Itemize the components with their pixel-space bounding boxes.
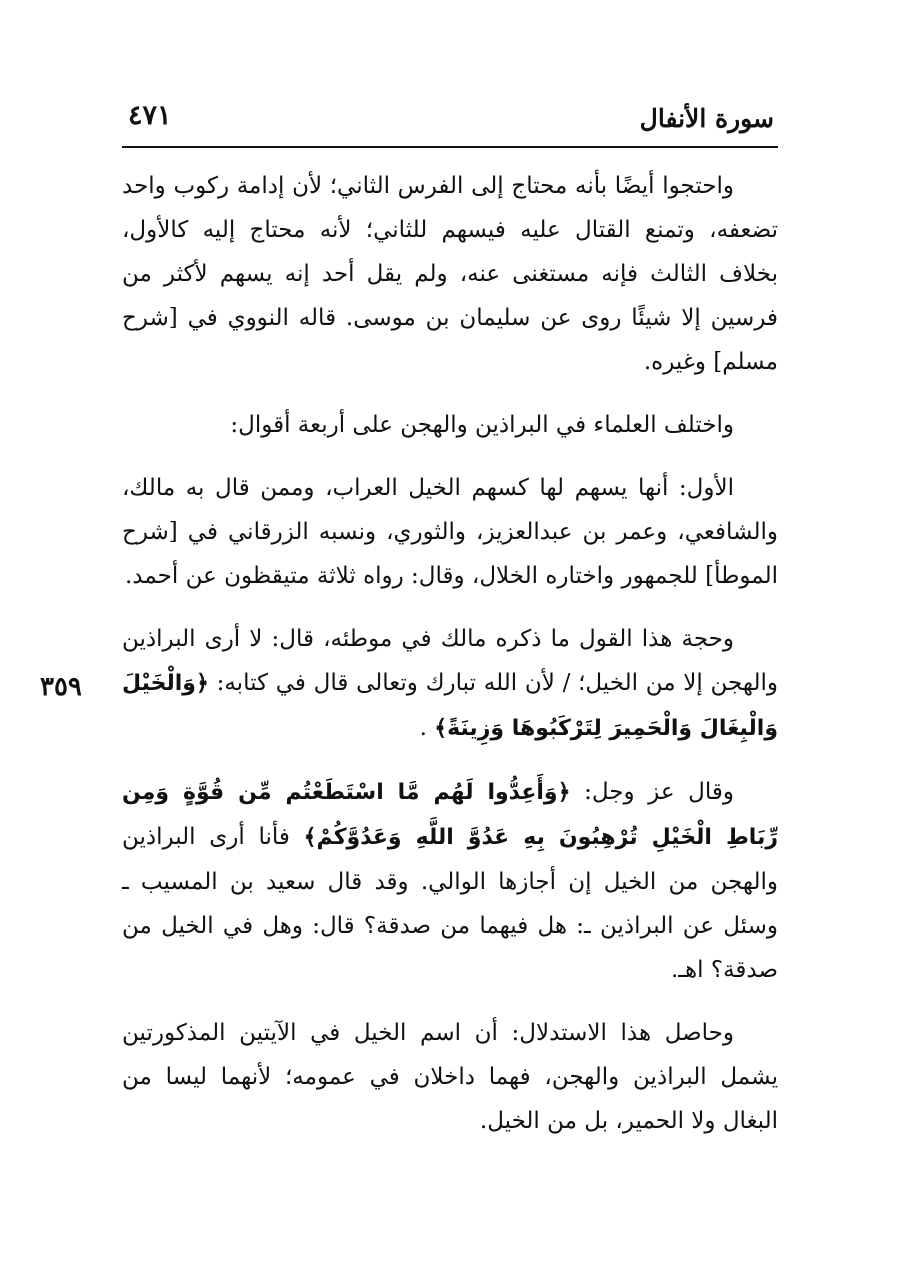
chapter-title: سورة الأنفال <box>639 104 774 133</box>
paragraph-4-text: وحجة هذا القول ما ذكره مالك في موطئه، قال: لا أرى البراذين والهجن إلا من الخيل؛ / لأن الله تبارك وتعالى قال في كتابه: <box>122 626 779 696</box>
paragraph-4 <box>122 617 778 751</box>
paragraph-5-rest: فأنا أرى البراذين والهجن من الخيل إن أجازها الوالي. وقد قال سعيد بن المسيب ـ وسئل عن البراذين ـ: هل فيهما من صدقة؟ قال: وهل في الخيل من صدقة؟ اهـ. <box>122 824 778 983</box>
paragraph-6: وحاصل هذا الاستدلال: أن اسم الخيل في الآيتين المذكورتين يشمل البراذين والهجن، فهما داخلان في عمومه؛ لأنهما ليسا من البغال ولا الحمير، بل من الخيل. <box>122 1020 778 1134</box>
quran-verse-1: ﴿وَالْخَيْلَ وَالْبِغَالَ وَالْحَمِيرَ لِتَرْكَبُوهَا وَزِينَةً﴾ <box>122 671 778 741</box>
margin-page-reference: ٣٥٩ <box>40 672 82 702</box>
paragraph-5-text: وقال عز وجل: <box>584 779 735 805</box>
paragraph-3: الأول: أنها يسهم لها كسهم الخيل العراب، وممن قال به مالك، والشافعي، وعمر بن عبدالعزيز، والثوري، ونسبه الزرقاني في [شرح الموطأ] للجمهور واختاره الخلال، وقال: رواه ثلاثة متيقظون عن أحمد. <box>122 475 778 589</box>
body-text <box>122 164 778 1162</box>
quran-verse-2: ﴿وَأَعِدُّوا لَهُم مَّا اسْتَطَعْتُم مِّن قُوَّةٍ وَمِن رِّبَاطِ الْخَيْلِ تُرْهِبُونَ بِهِ عَدُوَّ اللَّهِ وَعَدُوَّكُمْ﴾ <box>122 780 778 850</box>
paragraph-1: واحتجوا أيضًا بأنه محتاج إلى الفرس الثاني؛ لأن إدامة ركوب واحد تضعفه، وتمنع القتال عليه فيسهم للثاني؛ لأنه محتاج إليه كالأول، بخلاف الثالث فإنه مستغنى عنه، ولم يقل أحد إنه يسهم لأكثر من فرسين إلا شيئًا روى عن سليمان بن موسى. قاله النووي في [شرح مسلم] وغيره. <box>122 173 778 375</box>
page-number: ٤٧١ <box>128 100 172 131</box>
paragraph-2: واختلف العلماء في البراذين والهجن على أربعة أقوال: <box>230 412 734 438</box>
page-header <box>122 96 778 148</box>
paragraph-5 <box>122 770 778 992</box>
paragraph-4-end: . <box>419 715 427 741</box>
